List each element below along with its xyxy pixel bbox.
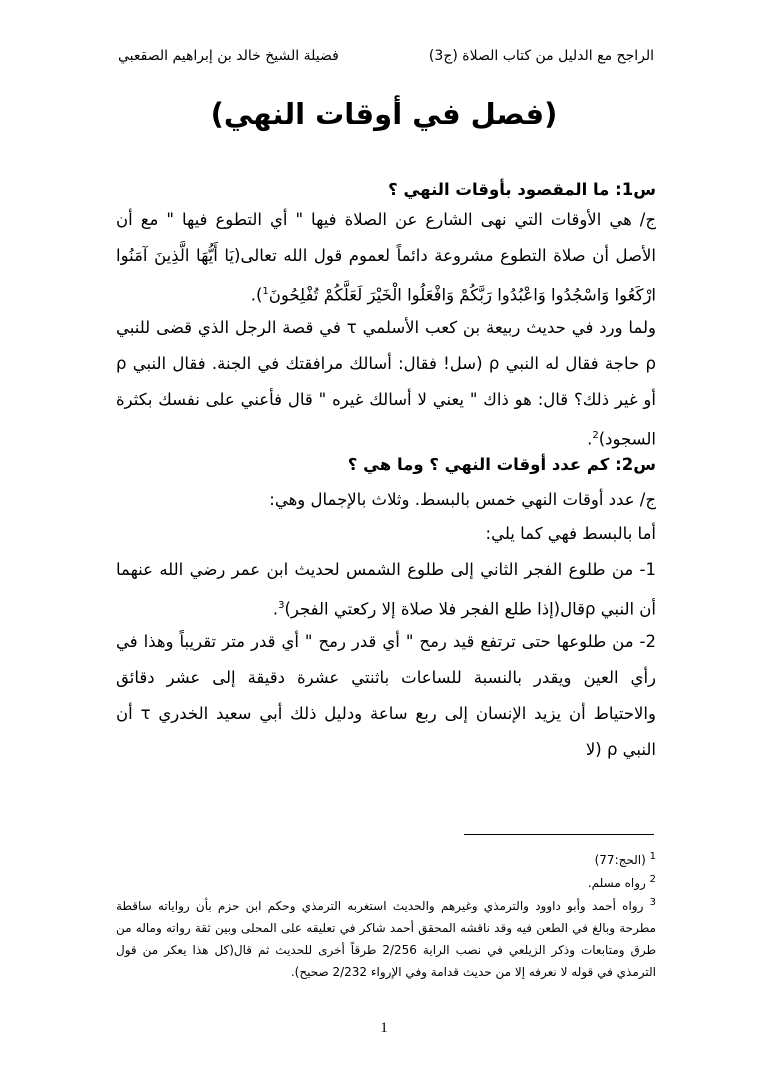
footnote-3 bbox=[116, 892, 656, 983]
header-book-title: الراجح مع الدليل من كتاب الصلاة (ج3) bbox=[428, 48, 654, 64]
list-item-1 bbox=[116, 552, 656, 628]
answer-2: ج/ عدد أوقات النهي خمس بالبسط. وثلاث بالإجمال وهي: bbox=[269, 490, 656, 509]
footnote-1 bbox=[116, 846, 656, 871]
header-author: فضيلة الشيخ خالد بن إبراهيم الصقعبي bbox=[118, 48, 339, 64]
section-title: (فصل في أوقات النهي) bbox=[210, 97, 558, 131]
hadith-text: ولما ورد في حديث ربيعة بن كعب الأسلمي τ في قصة الرجل الذي قضى للنبي ρ حاجة فقال له النبي ρ (سل! فقال: أسالك مرافقتك في الجنة. فقال النبي ρ أو غير ذلك؟ قال: هو ذاك " يعني لا أسالك غيره " قال فأعني على نفسك بكثرة السجود) bbox=[116, 318, 656, 449]
footnote-separator bbox=[464, 834, 654, 835]
question-2: س2: كم عدد أوقات النهي ؟ وما هي ؟ bbox=[347, 455, 656, 474]
hadith-end: . bbox=[587, 429, 593, 449]
footnote-1-text: (الحج:77) bbox=[594, 853, 646, 867]
footnote-3-text: رواه أحمد وأبو داوود والترمذي وغيرهم والحديث استغربه الترمذي وحكم ابن حزم بأن رواياته ساقطة مطرحة وبالغ في الطعن فيه وقد ناقشه المحقق أحمد شاكر في تعليقه على المحلى وبين ثقة رواته وماله من طرق ومتابعات وذكر الزيلعي في نصب الراية 2/256 طرقاً أخرى للحديث ثم قال(كل هذا يعكر من قول الترمذي في قوله لا نعرفه إلا من حديث قدامة وفي الإرواء 2/232 صحيح). bbox=[116, 899, 656, 979]
question-1: س1: ما المقصود بأوقات النهي ؟ bbox=[388, 180, 656, 199]
footnote-ref-2: 2 bbox=[592, 430, 599, 441]
footnote-2-number: 2 bbox=[649, 874, 656, 885]
answer-1-end: ). bbox=[250, 285, 263, 305]
answer-1-text: ج/ هي الأوقات التي نهى الشارع عن الصلاة فيها " أي التطوع فيها " مع أن الأصل أن صلاة التطوع مشروعة دائماً لعموم قول الله تعالى(يَا أَيُّهَا الَّذِينَ آمَنُوا ارْكَعُوا وَاسْجُدُوا وَاعْبُدُوا رَبَّكُمْ وَافْعَلُوا الْخَيْرَ لَعَلَّكُمْ تُفْلِحُونَ bbox=[116, 210, 656, 305]
hadith-paragraph bbox=[116, 310, 656, 458]
footnote-ref-1: 1 bbox=[262, 286, 269, 297]
footnote-2-text: رواه مسلم. bbox=[587, 876, 646, 890]
running-header bbox=[118, 46, 654, 66]
footnote-3-number: 3 bbox=[649, 897, 656, 908]
page-number: 1 bbox=[380, 1020, 388, 1036]
answer-1 bbox=[116, 202, 656, 314]
answer-2-intro: أما بالبسط فهي كما يلي: bbox=[485, 524, 656, 543]
footnote-ref-3: 3 bbox=[278, 600, 285, 611]
list-item-1-end: . bbox=[272, 599, 279, 619]
list-item-1-text: 1- من طلوع الفجر الثاني إلى طلوع الشمس لحديث ابن عمر رضي الله عنهما أن النبي ρقال(إذا طلع الفجر فلا صلاة إلا ركعتي الفجر) bbox=[116, 560, 656, 619]
footnote-2 bbox=[116, 869, 656, 894]
list-item-2: 2- من طلوعها حتى ترتفع قيد رمح " أي قدر رمح " أي قدر متر تقريباً وهذا في رأي العين ويقدر بالنسبة للساعات باثنتي عشرة دقيقة إلى عشر دقائق والاحتياط أن يزيد الإنسان إلى ربع ساعة ودليل ذلك أبي سعيد الخدري τ أن النبي ρ (لا bbox=[116, 632, 656, 759]
footnote-1-number: 1 bbox=[649, 851, 656, 862]
